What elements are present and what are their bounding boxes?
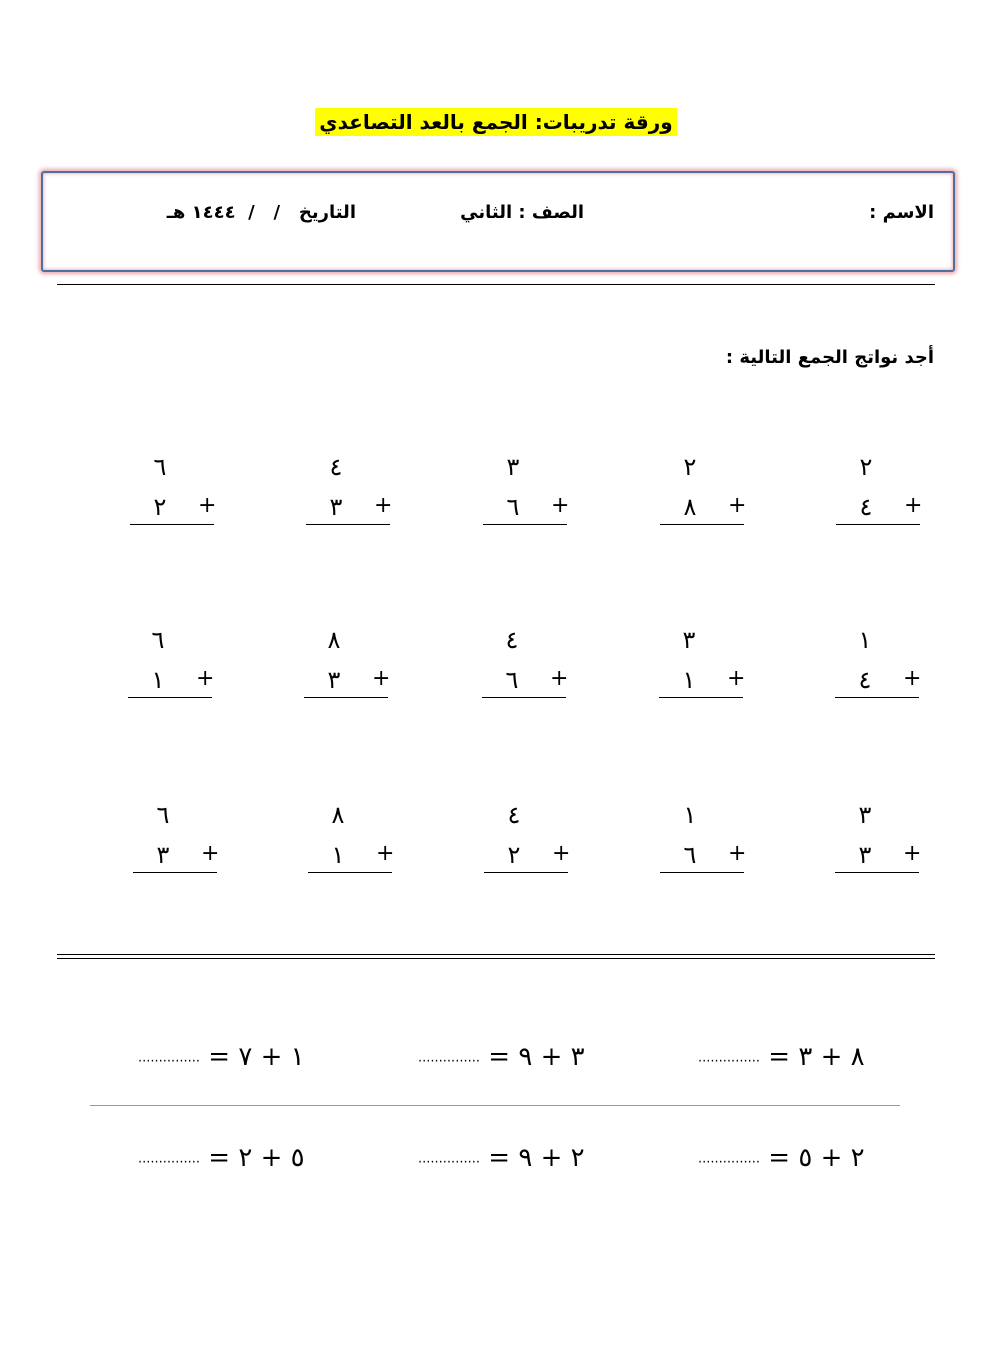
addend-top: ٨ — [331, 801, 345, 829]
addend-top: ٤ — [329, 453, 343, 481]
answer-blank[interactable]: ............... — [138, 1151, 200, 1167]
plus-sign: + — [552, 841, 571, 866]
addend-b: ٨ — [850, 1042, 865, 1072]
plus-sign: + — [903, 841, 922, 866]
grade-label: الصف : الثاني — [460, 202, 584, 223]
addend-bottom: ٣ — [329, 493, 343, 521]
answer-blank[interactable]: ............... — [418, 1151, 480, 1167]
plus-sign: + — [727, 666, 746, 691]
plus-sign: + — [260, 1143, 283, 1173]
addend-a: ٢ — [238, 1143, 253, 1173]
addend-a: ٣ — [798, 1042, 813, 1072]
horizontal-equation — [418, 1042, 585, 1072]
addend-top: ٨ — [327, 626, 341, 654]
addend-top: ٣ — [506, 453, 520, 481]
plus-sign: + — [820, 1042, 843, 1072]
addend-top: ٤ — [507, 801, 521, 829]
answer-line[interactable] — [133, 872, 217, 873]
date-label: التاريخ / / ١٤٤٤ هـ — [166, 202, 356, 223]
plus-sign: + — [376, 841, 395, 866]
worksheet-title-text: ورقة تدريبات: الجمع بالعد التصاعدي — [315, 108, 676, 136]
addend-bottom: ٣ — [156, 841, 170, 869]
equals-sign: = — [208, 1042, 231, 1072]
addend-bottom: ٦ — [683, 841, 697, 869]
addend-top: ٣ — [682, 626, 696, 654]
answer-line[interactable] — [483, 524, 567, 525]
addend-a: ٩ — [518, 1143, 533, 1173]
addend-b: ١ — [290, 1042, 305, 1072]
plus-sign: + — [550, 666, 569, 691]
instruction-text: أجد نواتج الجمع التالية : — [725, 347, 934, 368]
addend-bottom: ٤ — [859, 493, 873, 521]
answer-blank[interactable]: ............... — [138, 1050, 200, 1066]
equals-sign: = — [208, 1143, 231, 1173]
addition-problem — [660, 453, 750, 523]
addend-top: ٦ — [156, 801, 170, 829]
plus-sign: + — [903, 666, 922, 691]
addend-b: ٣ — [570, 1042, 585, 1072]
addend-top: ٤ — [505, 626, 519, 654]
plus-sign: + — [540, 1042, 563, 1072]
horizontal-equation — [138, 1143, 305, 1173]
addend-a: ٩ — [518, 1042, 533, 1072]
answer-line[interactable] — [308, 872, 392, 873]
addition-problem — [308, 801, 398, 871]
answer-blank[interactable]: ............... — [418, 1050, 480, 1066]
plus-sign: + — [198, 493, 217, 518]
header-divider — [57, 284, 935, 285]
addend-bottom: ٤ — [858, 666, 872, 694]
plus-sign: + — [820, 1143, 843, 1173]
addend-bottom: ٣ — [327, 666, 341, 694]
name-label: الاسم : — [869, 202, 934, 223]
answer-line[interactable] — [484, 872, 568, 873]
answer-line[interactable] — [660, 524, 744, 525]
addend-bottom: ٣ — [858, 841, 872, 869]
addition-problem — [306, 453, 396, 523]
addition-problem — [659, 626, 749, 696]
answer-line[interactable] — [836, 524, 920, 525]
equals-sign: = — [488, 1143, 511, 1173]
addition-problem — [483, 453, 573, 523]
addend-b: ٢ — [570, 1143, 585, 1173]
equals-sign: = — [488, 1042, 511, 1072]
addition-problem — [835, 801, 925, 871]
plus-sign: + — [374, 493, 393, 518]
addition-problem — [482, 626, 572, 696]
addend-top: ٦ — [153, 453, 167, 481]
addition-problem — [128, 626, 218, 696]
answer-line[interactable] — [128, 697, 212, 698]
addend-bottom: ٢ — [507, 841, 521, 869]
addition-problem — [130, 453, 220, 523]
addend-bottom: ١ — [682, 666, 696, 694]
answer-line[interactable] — [835, 697, 919, 698]
horizontal-equation — [698, 1042, 865, 1072]
answer-line[interactable] — [835, 872, 919, 873]
equals-sign: = — [768, 1143, 791, 1173]
addend-b: ٥ — [290, 1143, 305, 1173]
addition-problem — [835, 626, 925, 696]
answer-blank[interactable]: ............... — [698, 1151, 760, 1167]
equals-sign: = — [768, 1042, 791, 1072]
addend-top: ٣ — [858, 801, 872, 829]
horizontal-equation — [138, 1042, 305, 1072]
answer-line[interactable] — [130, 524, 214, 525]
section-divider — [57, 954, 935, 959]
addend-bottom: ٦ — [506, 493, 520, 521]
plus-sign: + — [904, 493, 923, 518]
worksheet-title — [0, 110, 992, 134]
addend-top: ١ — [858, 626, 872, 654]
addend-bottom: ١ — [331, 841, 345, 869]
addend-bottom: ١ — [151, 666, 165, 694]
addend-bottom: ٢ — [153, 493, 167, 521]
addend-b: ٢ — [850, 1143, 865, 1173]
plus-sign: + — [372, 666, 391, 691]
answer-line[interactable] — [482, 697, 566, 698]
plus-sign: + — [728, 841, 747, 866]
addend-a: ٥ — [798, 1143, 813, 1173]
plus-sign: + — [540, 1143, 563, 1173]
addend-a: ٧ — [238, 1042, 253, 1072]
addition-problem — [133, 801, 223, 871]
plus-sign: + — [201, 841, 220, 866]
horizontal-equation — [698, 1143, 865, 1173]
addend-top: ١ — [683, 801, 697, 829]
addend-bottom: ٨ — [683, 493, 697, 521]
answer-line[interactable] — [659, 697, 743, 698]
addend-top: ٦ — [151, 626, 165, 654]
addition-problem — [484, 801, 574, 871]
plus-sign: + — [196, 666, 215, 691]
addition-problem — [304, 626, 394, 696]
plus-sign: + — [260, 1042, 283, 1072]
plus-sign: + — [728, 493, 747, 518]
addition-problem — [836, 453, 926, 523]
addend-top: ٢ — [859, 453, 873, 481]
answer-line[interactable] — [306, 524, 390, 525]
addend-bottom: ٦ — [505, 666, 519, 694]
horizontal-equation — [418, 1143, 585, 1173]
answer-line[interactable] — [660, 872, 744, 873]
addend-top: ٢ — [683, 453, 697, 481]
answer-line[interactable] — [304, 697, 388, 698]
addition-problem — [660, 801, 750, 871]
plus-sign: + — [551, 493, 570, 518]
answer-blank[interactable]: ............... — [698, 1050, 760, 1066]
equation-divider — [90, 1105, 900, 1106]
